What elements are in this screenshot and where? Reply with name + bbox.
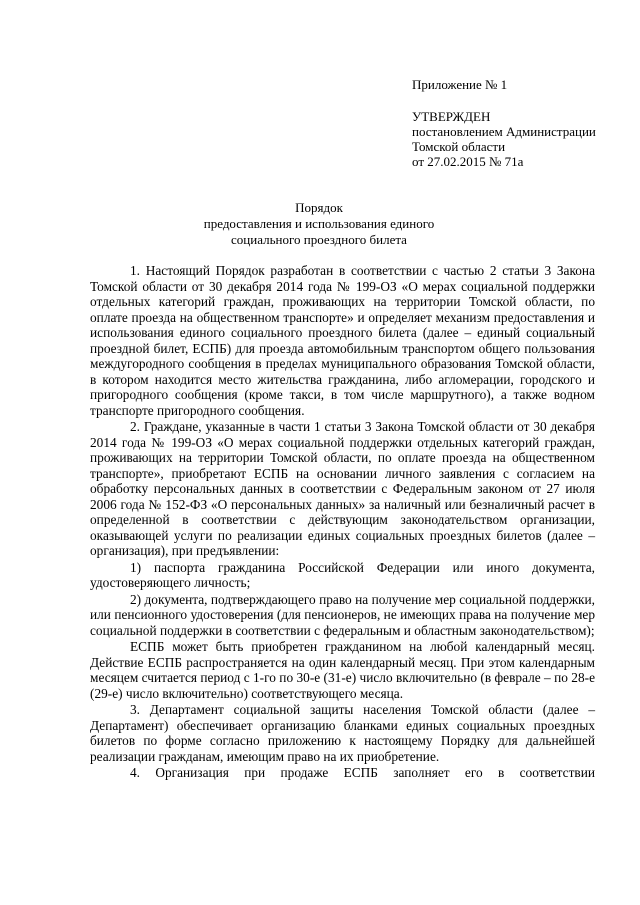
title-line: социального проездного билета [231,232,407,247]
title-line: Порядок [295,200,343,215]
document-title [0,200,638,248]
annex-number: Приложение № 1 [412,77,508,92]
approved-label: УТВЕРЖДЕН [412,109,491,124]
document-body [90,263,595,782]
paragraph-validity: ЕСПБ может быть приобретен гражданином на любой календарный месяц. Действие ЕСПБ распространяется на один календарный месяц. При этом календарным месяцем считается период с 1-го по 30-е (31-е) число включительно (в феврале – по 28-е (29-е) число включительно) соответствующего месяца. [90,639,595,701]
approval-stamp [412,77,632,169]
paragraph-2: 2. Граждане, указанные в части 1 статьи 3 Закона Томской области от 30 декабря 2014 года № 199-ОЗ «О мерах социальной поддержки отдельных категорий граждан, проживающих на территории Томской области, по оплате проезда на общественном транспорте», приобретают ЕСПБ на основании личного заявления с согласием на обработку персональных данных в соответствии с Федеральным законом от 27 июля 2006 года № 152-ФЗ «О персональных данных» за наличный или безналичный расчет в определенной в соответствии с действующим законодательством организации, оказывающей услуги по реализации единых социальных проездных билетов (далее – организация), при предъявлении: [90,419,595,558]
approval-line: постановлением Администрации [412,124,596,139]
list-item-passport: 1) паспорта гражданина Российской Федерации или иного документа, удостоверяющего личность; [90,559,595,590]
approval-line: Томской области [412,139,506,154]
approval-date: от 27.02.2015 № 71а [412,154,524,169]
paragraph-1: 1. Настоящий Порядок разработан в соответствии с частью 2 статьи 3 Закона Томской области от 30 декабря 2014 года № 199-ОЗ «О мерах социальной поддержки отдельных категорий граждан, проживающих на территории Томской области, по оплате проезда на общественном транспорте» и определяет механизм предоставления и использования единого социального проездного билета (далее – единый социальный проездной билет, ЕСПБ) для проезда автомобильным транспортом общего пользования междугородного сообщения в пределах муниципального образования Томской области, в котором находится место жительства гражданина, либо агломерации, городского и пригородного сообщения (кроме такси, в том числе маршрутного), а также водном транспорте пригородного сообщения. [90,263,595,418]
paragraph-4: 4. Организация при продаже ЕСПБ заполняет его в соответствии [130,765,595,780]
paragraph-3: 3. Департамент социальной защиты населения Томской области (далее – Департамент) обеспечивает организацию бланками единых социальных проездных билетов по форме согласно приложению к настоящему Порядку для дальнейшей реализации гражданам, имеющим право на их приобретение. [90,702,595,764]
title-line: предоставления и использования единого [203,216,435,231]
list-item-document: 2) документа, подтверждающего право на получение мер социальной поддержки, или пенсионного удостоверения (для пенсионеров, не имеющих права на получение мер социальной поддержки в соответствии с федеральным и областным законодательством); [90,591,595,638]
